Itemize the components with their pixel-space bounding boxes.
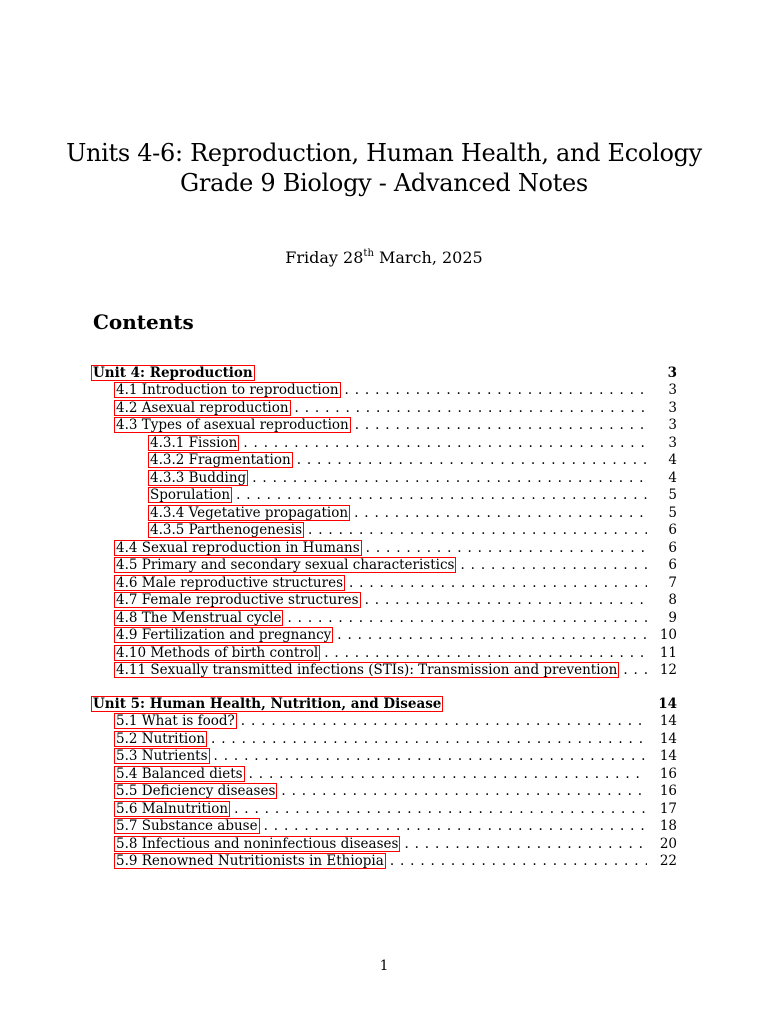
dot-leader — [264, 818, 647, 836]
dot-leader — [287, 610, 647, 628]
toc-entry-link[interactable]: 4.9 Fertilization and pregnancy — [116, 627, 332, 643]
toc-unit-4 — [91, 364, 677, 680]
toc-subentry — [91, 470, 677, 488]
toc-entry-link[interactable]: Sporulation — [150, 487, 231, 503]
toc-entry — [91, 400, 677, 418]
toc-entry-link[interactable]: 5.8 Infectious and noninfectious diseases — [116, 835, 399, 852]
toc-page-number: 6 — [668, 557, 677, 573]
document-date — [0, 248, 768, 267]
toc-unit-row — [91, 695, 677, 713]
toc-entry-link[interactable]: 4.3.5 Parthenogenesis — [150, 522, 303, 538]
dot-leader — [281, 783, 647, 801]
dot-leader — [241, 713, 647, 731]
toc-subentry — [91, 522, 677, 540]
toc-entry — [91, 783, 677, 801]
title-line-2: Grade 9 Biology - Advanced Notes — [180, 169, 588, 197]
toc-page-number: 9 — [668, 609, 677, 626]
toc-page-number: 22 — [659, 853, 677, 869]
toc-entry-link[interactable]: 4.10 Methods of birth control — [116, 644, 319, 661]
toc-entry-link[interactable]: 4.8 The Menstrual cycle — [116, 609, 282, 626]
toc-subentry — [91, 435, 677, 453]
toc-entry — [91, 713, 677, 731]
date-suffix: March, 2025 — [373, 248, 483, 267]
toc-page-number: 3 — [668, 417, 677, 433]
toc-entry — [91, 731, 677, 749]
toc-entry — [91, 748, 677, 766]
toc-page-number: 12 — [659, 662, 677, 678]
toc-page-number: 16 — [659, 783, 677, 799]
dot-leader — [308, 522, 647, 540]
toc-entry — [91, 610, 677, 628]
toc-page-number: 14 — [658, 696, 677, 712]
toc-page-number: 17 — [659, 800, 677, 817]
toc-page-number: 14 — [659, 730, 677, 747]
dot-leader — [337, 627, 647, 645]
dot-leader — [355, 417, 647, 435]
dot-leader — [623, 662, 647, 680]
toc-entry-link[interactable]: 5.3 Nutrients — [116, 748, 208, 764]
toc-entry-link[interactable]: 5.6 Malnutrition — [116, 800, 229, 817]
toc-entry-link[interactable]: 4.7 Female reproductive structures — [116, 592, 359, 608]
toc-page-number: 14 — [659, 748, 677, 764]
title-line-1: Units 4-6: Reproduction, Human Health, and Ecology — [66, 139, 702, 167]
toc-entry-link[interactable]: 5.1 What is food? — [116, 713, 235, 729]
toc-entry — [91, 592, 677, 610]
toc-unit-5 — [91, 695, 677, 871]
toc-entry — [91, 801, 677, 819]
toc-entry-link[interactable]: 4.3.1 Fission — [150, 434, 238, 451]
contents-heading: Contents — [93, 310, 194, 334]
toc-entry-link[interactable]: 4.3 Types of asexual reproduction — [116, 417, 349, 433]
dot-leader — [460, 557, 647, 575]
toc-page-number: 3 — [668, 382, 677, 398]
date-superscript: th — [363, 248, 374, 259]
toc-page-number: 5 — [668, 504, 677, 521]
toc-entry-link[interactable]: 4.6 Male reproductive structures — [116, 574, 343, 591]
toc-entry — [91, 382, 677, 400]
toc-page-number: 7 — [668, 574, 677, 591]
dot-leader — [404, 836, 647, 854]
dot-leader — [324, 645, 647, 663]
toc-subentry — [91, 487, 677, 505]
toc-page-number: 4 — [668, 469, 677, 486]
dot-leader — [365, 592, 647, 610]
dot-leader — [297, 452, 647, 470]
dot-leader — [345, 382, 647, 400]
toc-entry — [91, 766, 677, 784]
toc-subentry — [91, 505, 677, 523]
toc-page-number: 4 — [668, 452, 677, 468]
dot-leader — [349, 575, 647, 593]
toc-page-number: 5 — [668, 487, 677, 503]
toc-entry — [91, 557, 677, 575]
toc-subentry — [91, 452, 677, 470]
toc-entry — [91, 645, 677, 663]
dot-leader — [214, 748, 647, 766]
toc-page-number: 6 — [668, 539, 677, 556]
toc-entry-link[interactable]: 5.5 Deficiency diseases — [116, 783, 276, 799]
toc-entry-link[interactable]: 4.1 Introduction to reproduction — [116, 382, 339, 398]
document-title — [0, 138, 768, 198]
toc-entry-link[interactable]: 4.2 Asexual reproduction — [116, 399, 289, 416]
dot-leader — [366, 540, 647, 558]
toc-entry — [91, 540, 677, 558]
toc-entry-link[interactable]: 4.4 Sexual reproduction in Humans — [116, 539, 360, 556]
dot-leader — [295, 400, 647, 418]
toc-page-number: 3 — [667, 365, 677, 381]
toc-page-number: 16 — [659, 765, 677, 782]
dot-leader — [236, 487, 647, 505]
toc-entry-link[interactable]: 5.2 Nutrition — [116, 730, 206, 747]
toc-entry-link[interactable]: 5.9 Renowned Nutritionists in Ethiopia — [116, 853, 384, 869]
toc-page-number: 11 — [659, 644, 677, 661]
toc-unit-link[interactable]: Unit 5: Human Health, Nutrition, and Disease — [93, 696, 442, 712]
dot-leader — [243, 435, 647, 453]
date-prefix: Friday 28 — [285, 248, 364, 267]
toc-page-number: 3 — [668, 434, 677, 451]
toc-entry-link[interactable]: 4.3.3 Budding — [150, 469, 247, 486]
toc-page-number: 6 — [668, 522, 677, 538]
toc-page-number: 8 — [668, 592, 677, 608]
dot-leader — [211, 731, 647, 749]
toc-entry-link[interactable]: 5.4 Balanced diets — [116, 765, 243, 782]
toc-entry — [91, 417, 677, 435]
toc-page-number: 20 — [659, 835, 677, 852]
toc-entry-link[interactable]: 5.7 Substance abuse — [116, 818, 258, 834]
toc-entry — [91, 836, 677, 854]
toc-entry-link[interactable]: 4.5 Primary and secondary sexual characteristics — [116, 557, 455, 573]
toc-entry-link[interactable]: 4.3.4 Vegetative propagation — [150, 504, 349, 521]
dot-leader — [390, 853, 647, 871]
toc-page-number: 14 — [659, 713, 677, 729]
toc-entry — [91, 627, 677, 645]
toc-page-number: 18 — [659, 818, 677, 834]
toc-entry — [91, 818, 677, 836]
dot-leader — [234, 801, 647, 819]
toc-entry-link[interactable]: 4.3.2 Fragmentation — [150, 452, 291, 468]
toc-entry — [91, 575, 677, 593]
dot-leader — [354, 505, 647, 523]
dot-leader — [249, 766, 647, 784]
dot-leader — [252, 470, 647, 488]
toc-entry-link[interactable]: 4.11 Sexually transmitted infections (STIs): Transmission and prevention — [116, 662, 618, 678]
toc-unit-link[interactable]: Unit 4: Reproduction — [93, 365, 253, 381]
toc-page-number: 3 — [668, 399, 677, 416]
toc-unit-row — [91, 364, 677, 382]
footer-page-number: 1 — [379, 958, 389, 974]
toc-entry — [91, 662, 677, 680]
toc-entry — [91, 853, 677, 871]
toc-page-number: 10 — [659, 627, 677, 643]
